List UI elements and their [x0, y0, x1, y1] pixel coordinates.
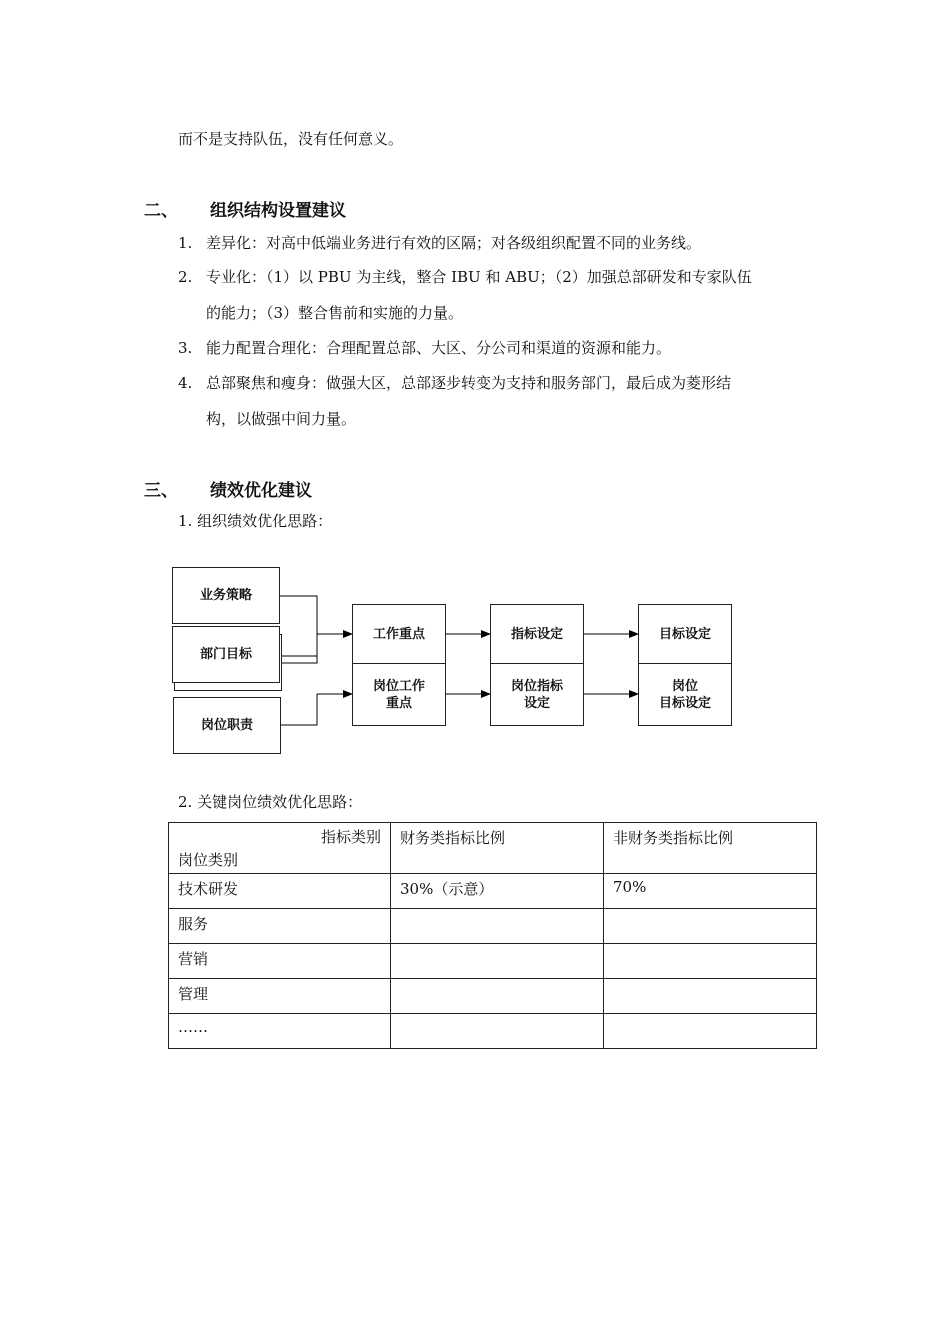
section2-item-4-cont: 构，以做强中间力量。: [206, 410, 357, 428]
header-indicator-category: 指标类别: [320, 828, 381, 846]
table-cell: 70%: [604, 874, 817, 909]
table-cell: 管理: [169, 979, 391, 1014]
item-text: 专业化：（1）以 PBU 为主线，整合 IBU 和 ABU；（2）加强总部研发和专家队伍: [206, 268, 752, 286]
table-cell: [604, 909, 817, 944]
table-header-corner: [169, 823, 391, 874]
table-cell: 30%（示意）: [391, 874, 604, 909]
item-text: 能力配置合理化：合理配置总部、大区、分公司和渠道的资源和能力。: [206, 339, 672, 357]
table-cell: [391, 944, 604, 979]
flow-input-business-strategy: 业务策略: [172, 567, 280, 624]
section3-sub1: 1. 组织绩效优化思路：: [178, 512, 333, 530]
header-post-category: 岗位类别: [178, 851, 239, 869]
table-cell: [391, 979, 604, 1014]
key-post-table: [168, 822, 817, 1049]
table-cell: [391, 1014, 604, 1049]
table-cell: 技术研发: [169, 874, 391, 909]
section2-number: 二、: [144, 201, 178, 221]
section3-title: 绩效优化建议: [210, 481, 312, 501]
table-cell: [604, 944, 817, 979]
item-number: 4.: [178, 374, 193, 392]
table-row: [169, 909, 817, 944]
flow-stage3-post-target-setting: 岗位 目标设定: [638, 663, 732, 726]
item-number: 2.: [178, 268, 193, 286]
table-header-row: [169, 823, 817, 874]
table-cell: [604, 979, 817, 1014]
item-number: 3.: [178, 339, 193, 357]
table-row: [169, 979, 817, 1014]
connector-line: [280, 596, 317, 663]
table-row: [169, 874, 817, 909]
connector-line: [280, 694, 317, 725]
flow-stage2-indicator-setting: 指标设定: [490, 604, 584, 664]
header-financial-ratio: 财务类指标比例: [391, 823, 604, 874]
table-row: [169, 1014, 817, 1049]
table-cell: 营销: [169, 944, 391, 979]
item-number: 1.: [178, 234, 193, 252]
table-cell: [604, 1014, 817, 1049]
item-text: 总部聚焦和瘦身：做强大区，总部逐步转变为支持和服务部门，最后成为菱形结: [206, 374, 732, 392]
header-nonfinancial-ratio: 非财务类指标比例: [604, 823, 817, 874]
flow-stage1-post-work-focus: 岗位工作 重点: [352, 663, 446, 726]
table-cell: ……: [169, 1014, 391, 1049]
flow-stage1-work-focus: 工作重点: [352, 604, 446, 664]
section3-number: 三、: [144, 481, 178, 501]
flow-stage2-post-indicator-setting: 岗位指标 设定: [490, 663, 584, 726]
flow-input-post-duty: 岗位职责: [173, 697, 281, 754]
flow-input-dept-goal: 部门目标: [172, 626, 280, 683]
flow-stage3-target-setting: 目标设定: [638, 604, 732, 664]
table-row: [169, 944, 817, 979]
section2-item-2-cont: 的能力；（3）整合售前和实施的力量。: [206, 304, 464, 322]
section3-sub2: 2. 关键岗位绩效优化思路：: [178, 793, 363, 811]
intro-line: 而不是支持队伍，没有任何意义。: [178, 130, 404, 148]
table-cell: 服务: [169, 909, 391, 944]
item-text: 差异化：对高中低端业务进行有效的区隔；对各级组织配置不同的业务线。: [206, 234, 702, 252]
table-cell: [391, 909, 604, 944]
section2-title: 组织结构设置建议: [210, 201, 346, 221]
